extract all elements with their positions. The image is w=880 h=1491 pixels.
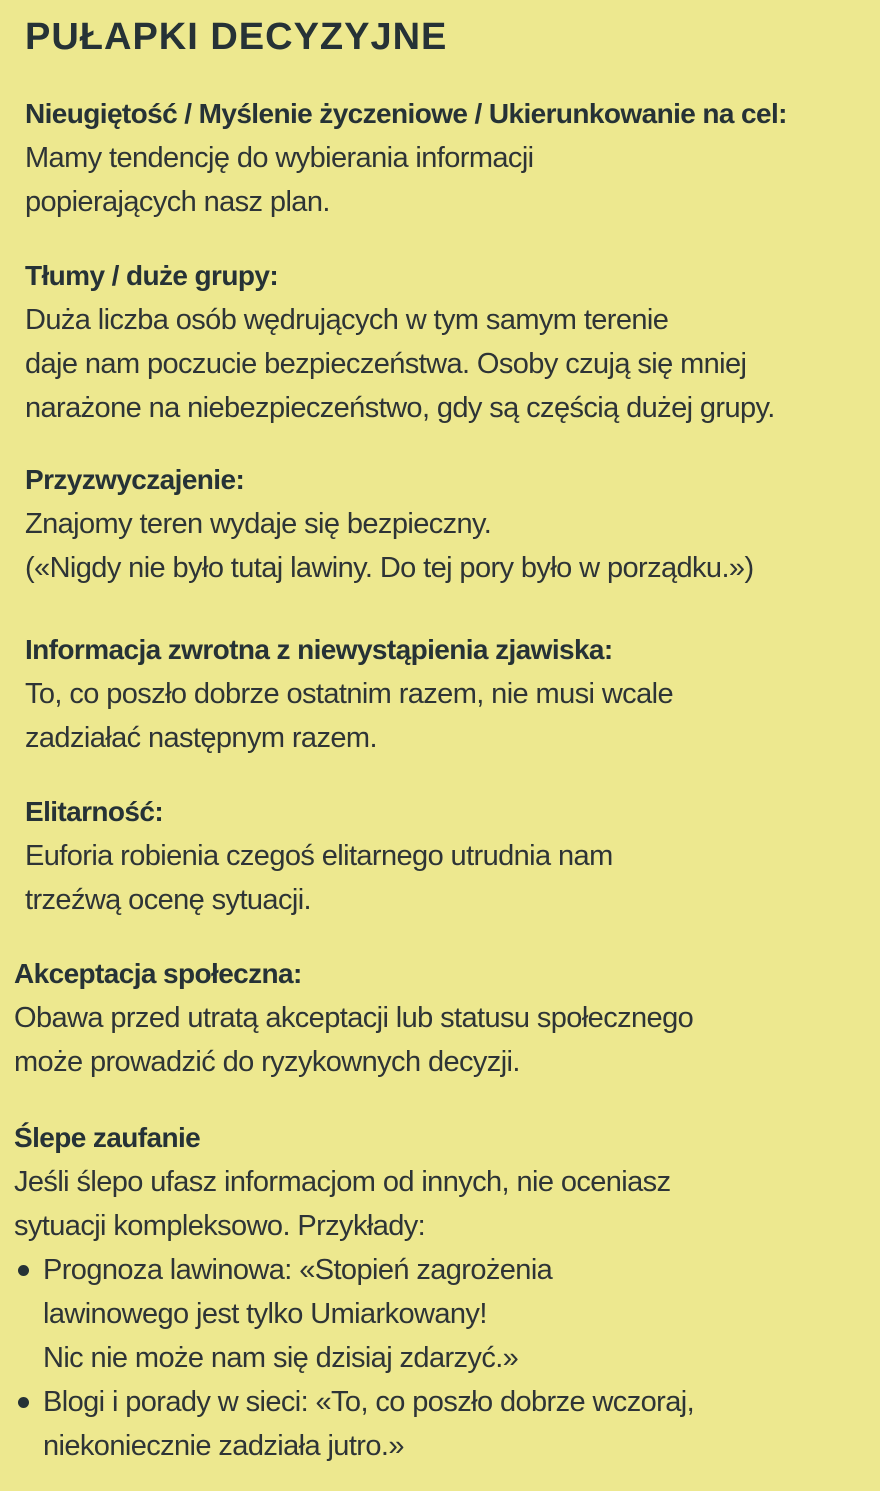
bullet-icon <box>18 1265 29 1276</box>
section-heading: Ślepe zaufanie <box>14 1122 201 1153</box>
list-item-line: Blogi i porady w sieci: «To, co poszło dobrze wczoraj, <box>43 1386 695 1418</box>
section-text-line: («Nigdy nie było tutaj lawiny. Do tej pory było w porządku.») <box>25 552 754 584</box>
section-heading: Nieugiętość / Myślenie życzeniowe / Ukierunkowanie na cel: <box>25 98 787 129</box>
list-item-line: niekoniecznie zadziała jutro.» <box>43 1430 404 1462</box>
bullet-icon <box>18 1397 29 1408</box>
section-heading: Przyzwyczajenie: <box>25 464 245 495</box>
list-item <box>14 1248 864 1380</box>
section-text-line: sytuacji kompleksowo. Przykłady: <box>14 1210 426 1242</box>
section-heading: Akceptacja społeczna: <box>14 958 302 989</box>
page-title: PUŁAPKI DECYZYJNE <box>25 16 448 58</box>
section-feedback <box>25 628 875 760</box>
list-item <box>14 1380 864 1468</box>
section-social-acceptance <box>14 952 864 1084</box>
section-crowds <box>25 254 875 430</box>
section-text-line: zadziałać następnym razem. <box>25 722 377 754</box>
list-item-line: lawinowego jest tylko Umiarkowany! <box>43 1298 487 1330</box>
section-text-line: trzeźwą ocenę sytuacji. <box>25 884 311 916</box>
section-text-line: narażone na niebezpieczeństwo, gdy są częścią dużej grupy. <box>25 392 775 424</box>
section-text-line: może prowadzić do ryzykownych decyzji. <box>14 1046 520 1078</box>
list-item-line: Prognoza lawinowa: «Stopień zagrożenia <box>43 1254 553 1286</box>
section-text-line: popierających nasz plan. <box>25 186 330 218</box>
section-heading: Elitarność: <box>25 796 164 827</box>
section-text-line: daje nam poczucie bezpieczeństwa. Osoby czują się mniej <box>25 348 747 380</box>
section-text-line: Mamy tendencję do wybierania informacji <box>25 142 534 174</box>
section-text-line: Znajomy teren wydaje się bezpieczny. <box>25 508 492 540</box>
section-elitism <box>25 790 875 922</box>
section-inflexibility <box>25 92 875 224</box>
section-familiarity <box>25 458 875 590</box>
section-heading: Tłumy / duże grupy: <box>25 260 279 291</box>
section-text-line: Euforia robienia czegoś elitarnego utrudnia nam <box>25 840 613 872</box>
section-text-line: Duża liczba osób wędrujących w tym samym terenie <box>25 304 669 336</box>
section-text-line: To, co poszło dobrze ostatnim razem, nie musi wcale <box>25 678 673 710</box>
list-item-line: Nic nie może nam się dzisiaj zdarzyć.» <box>43 1342 519 1374</box>
section-blind-trust <box>14 1116 864 1468</box>
section-heading: Informacja zwrotna z niewystąpienia zjawiska: <box>25 634 613 665</box>
section-text-line: Jeśli ślepo ufasz informacjom od innych, nie oceniasz <box>14 1166 671 1198</box>
section-text-line: Obawa przed utratą akceptacji lub statusu społecznego <box>14 1002 694 1034</box>
examples-list <box>14 1248 864 1468</box>
